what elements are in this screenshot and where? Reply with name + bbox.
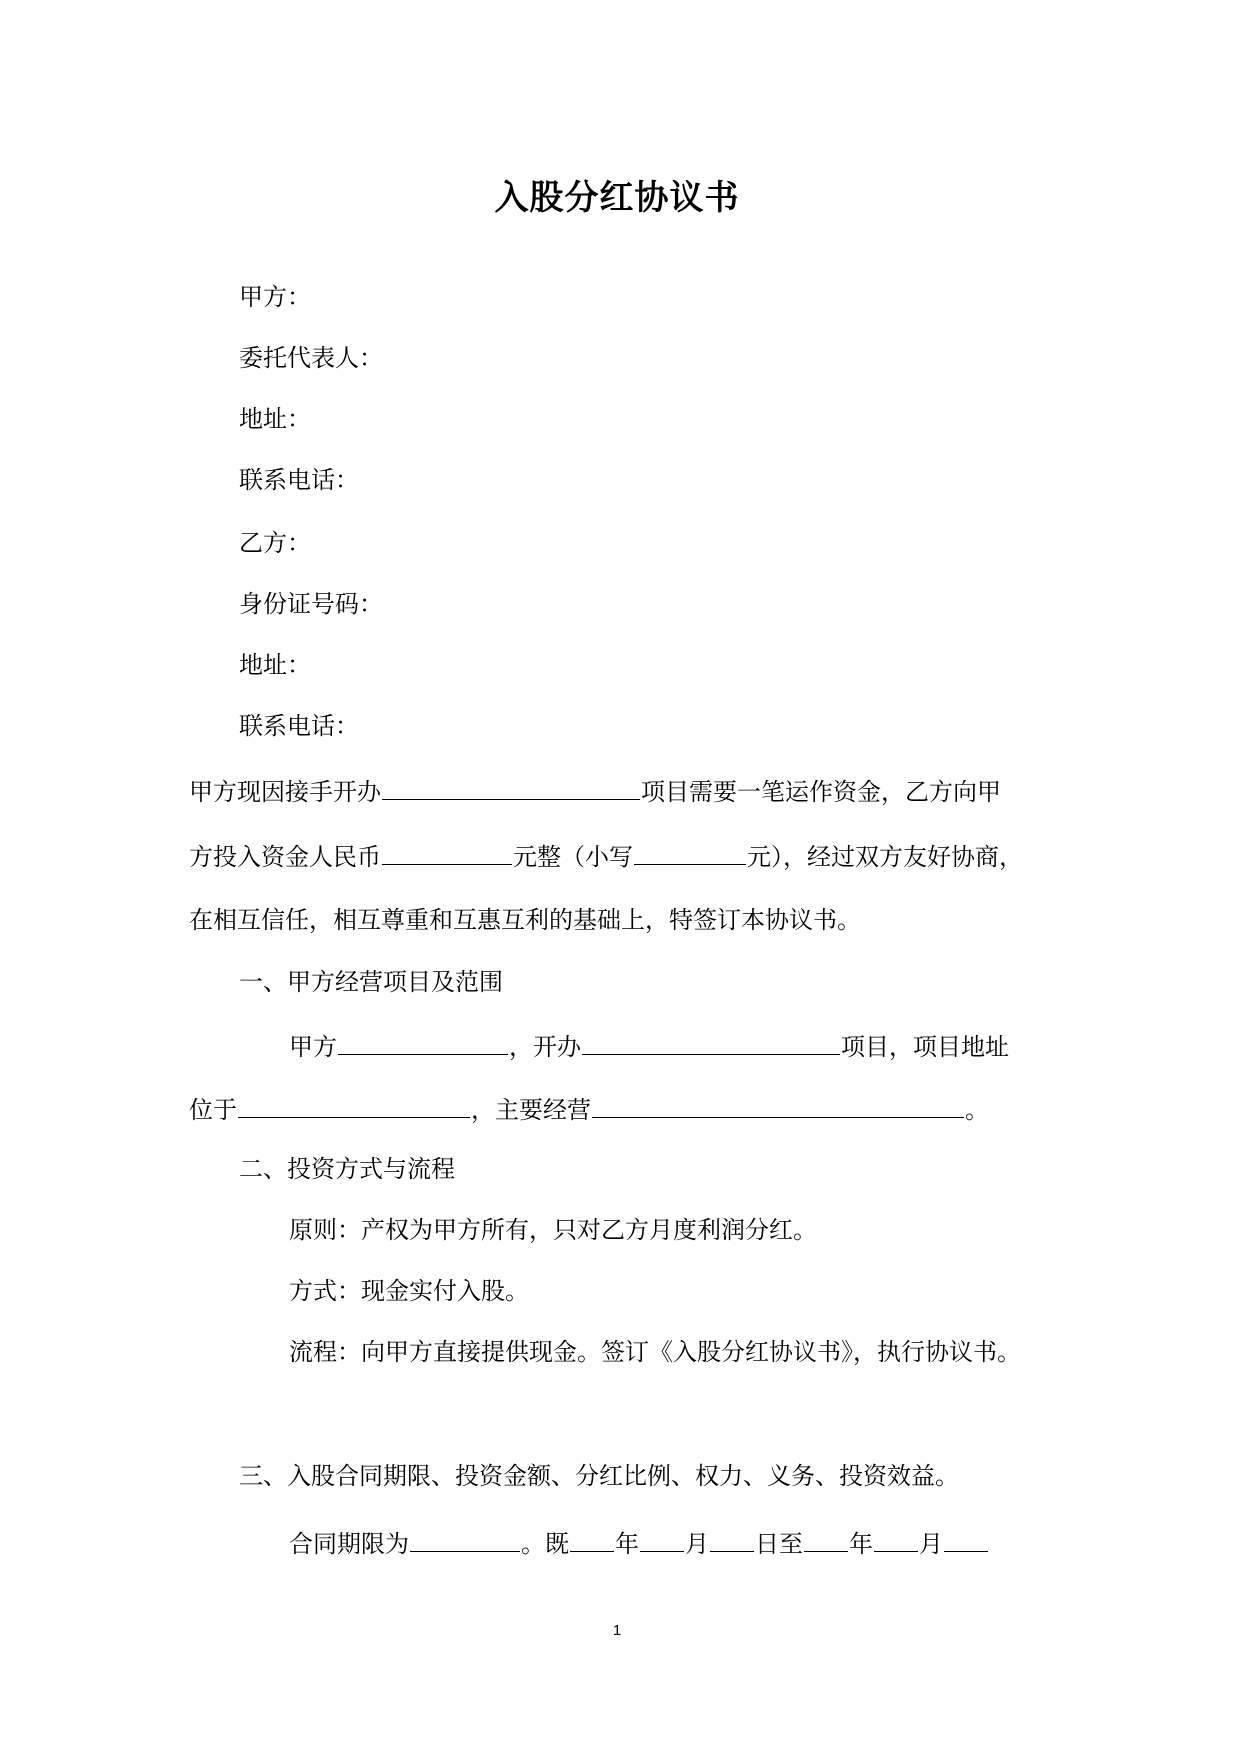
- section-1-line-1: [289, 1028, 1009, 1063]
- party-b-address-label: 地址：: [239, 651, 311, 679]
- section-3-heading: 三、入股合同期限、投资金额、分红比例、权力、义务、投资效益。: [239, 1462, 959, 1490]
- section-text: 位于: [189, 1096, 237, 1124]
- business-scope-blank: [592, 1091, 964, 1118]
- end-day-blank: [944, 1525, 988, 1552]
- preamble-text: 元整（小写: [513, 843, 633, 871]
- section-text: 。: [965, 1096, 989, 1124]
- page-number: 1: [612, 1622, 622, 1639]
- party-b-phone-label: 联系电话：: [239, 712, 359, 740]
- section-text: 月: [919, 1530, 943, 1558]
- section-text: ，主要经营: [471, 1096, 591, 1124]
- project-name-blank: [382, 773, 640, 800]
- preamble-text: 元），经过双方友好协商，: [747, 843, 1023, 871]
- section-text: 合同期限为: [289, 1530, 409, 1558]
- section-text: 年: [615, 1530, 639, 1558]
- section-text: 。既: [521, 1530, 569, 1558]
- section-2-process: 流程：向甲方直接提供现金。签订《入股分红协议书》，执行协议书。: [289, 1338, 1021, 1366]
- section-2-heading: 二、投资方式与流程: [239, 1155, 455, 1183]
- section-2-method: 方式：现金实付入股。: [289, 1277, 529, 1305]
- preamble-text: 项目需要一笔运作资金，乙方向甲: [641, 778, 1001, 806]
- preamble-line-2: [189, 838, 1023, 873]
- party-a-name-blank: [338, 1028, 508, 1055]
- party-b-label: 乙方：: [239, 529, 311, 557]
- start-month-blank: [640, 1525, 684, 1552]
- project-blank: [582, 1028, 840, 1055]
- start-year-blank: [570, 1525, 614, 1552]
- preamble-line-3: 在相互信任，相互尊重和互惠互利的基础上，特签订本协议书。: [189, 906, 861, 934]
- preamble-text: 方投入资金人民币: [189, 843, 381, 871]
- document-title: 入股分红协议书: [494, 178, 740, 218]
- start-day-blank: [710, 1525, 754, 1552]
- section-2-principle: 原则：产权为甲方所有，只对乙方月度利润分红。: [289, 1216, 817, 1244]
- capital-numeric-blank: [634, 838, 746, 865]
- section-text: 项目，项目地址: [841, 1033, 1009, 1061]
- capital-amount-blank: [382, 838, 512, 865]
- end-month-blank: [874, 1525, 918, 1552]
- party-b-id-label: 身份证号码：: [239, 590, 383, 618]
- preamble-line-1: [189, 773, 1001, 808]
- section-1-heading: 一、甲方经营项目及范围: [239, 968, 503, 996]
- section-text: 甲方: [289, 1033, 337, 1061]
- section-text: 年: [849, 1530, 873, 1558]
- section-1-line-2: [189, 1091, 989, 1126]
- preamble-text: 甲方现因接手开办: [189, 778, 381, 806]
- section-3-term-line: [289, 1525, 989, 1560]
- project-address-blank: [238, 1091, 470, 1118]
- section-text: 日至: [755, 1530, 803, 1558]
- party-a-agent-label: 委托代表人：: [239, 344, 383, 372]
- party-a-label: 甲方：: [239, 283, 311, 311]
- party-a-phone-label: 联系电话：: [239, 466, 359, 494]
- end-year-blank: [804, 1525, 848, 1552]
- section-text: ，开办: [509, 1033, 581, 1061]
- term-blank: [410, 1525, 520, 1552]
- section-text: 月: [685, 1530, 709, 1558]
- party-a-address-label: 地址：: [239, 405, 311, 433]
